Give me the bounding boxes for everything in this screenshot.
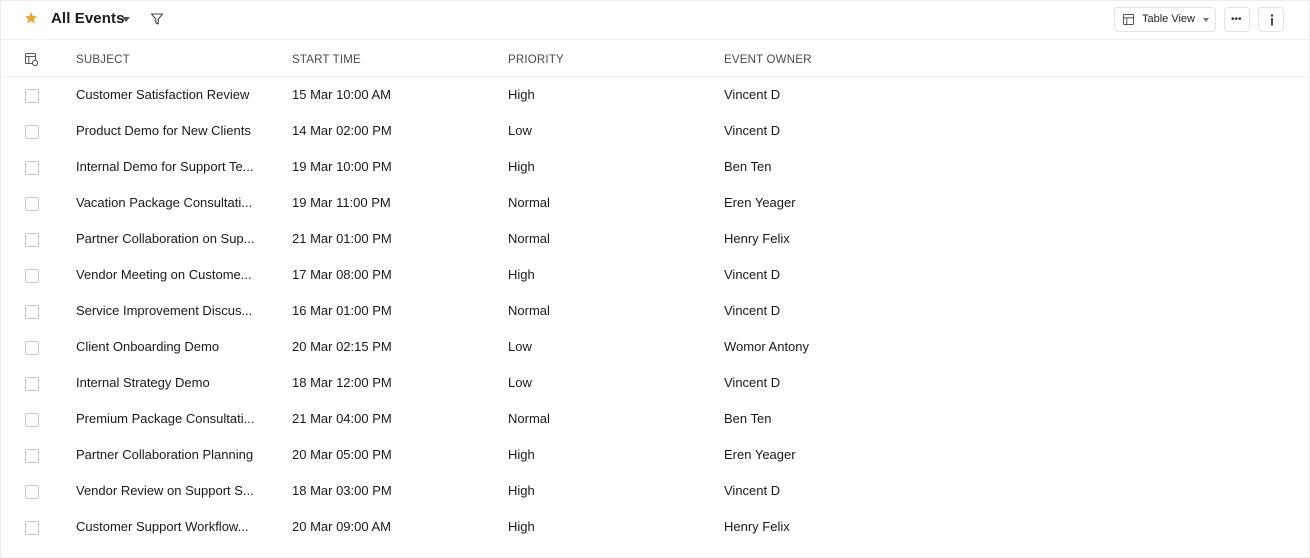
- row-checkbox[interactable]: [25, 125, 39, 139]
- table-row[interactable]: [0, 77, 1310, 113]
- table-row[interactable]: [0, 221, 1310, 257]
- row-checkbox[interactable]: [25, 449, 39, 463]
- info-icon: [1270, 14, 1274, 26]
- column-header-subject[interactable]: SUBJECT: [76, 54, 130, 66]
- cell-start-time: 20 Mar 05:00 PM: [292, 447, 392, 462]
- cell-priority: Normal: [508, 303, 550, 318]
- row-checkbox[interactable]: [25, 161, 39, 175]
- cell-priority: High: [508, 447, 535, 462]
- toolbar: [0, 0, 1310, 40]
- cell-priority: Low: [508, 123, 532, 138]
- table-row[interactable]: [0, 113, 1310, 149]
- cell-start-time: 21 Mar 04:00 PM: [292, 411, 392, 426]
- cell-start-time: 20 Mar 02:15 PM: [292, 339, 392, 354]
- info-button[interactable]: [1258, 7, 1284, 32]
- cell-subject[interactable]: Vacation Package Consultati...: [76, 195, 253, 210]
- table-row[interactable]: [0, 473, 1310, 509]
- cell-priority: Normal: [508, 231, 550, 246]
- cell-event-owner: Vincent D: [724, 483, 781, 498]
- cell-event-owner: Henry Felix: [724, 519, 790, 534]
- row-checkbox[interactable]: [25, 377, 39, 391]
- cell-event-owner: Vincent D: [724, 375, 781, 390]
- cell-subject[interactable]: Client Onboarding Demo: [76, 339, 220, 354]
- more-dots-icon: •••: [1231, 14, 1242, 25]
- cell-start-time: 19 Mar 10:00 PM: [292, 159, 392, 174]
- table-row[interactable]: [0, 401, 1310, 437]
- cell-priority: High: [508, 519, 535, 534]
- row-checkbox[interactable]: [25, 305, 39, 319]
- chevron-down-icon[interactable]: [122, 17, 130, 22]
- cell-start-time: 18 Mar 03:00 PM: [292, 483, 392, 498]
- table-row[interactable]: [0, 509, 1310, 545]
- cell-subject[interactable]: Vendor Meeting on Custome...: [76, 267, 252, 282]
- row-checkbox[interactable]: [25, 197, 39, 211]
- cell-start-time: 20 Mar 09:00 AM: [292, 519, 391, 534]
- row-checkbox[interactable]: [25, 233, 39, 247]
- table-row[interactable]: [0, 437, 1310, 473]
- cell-event-owner: Womor Antony: [724, 339, 810, 354]
- filter-icon[interactable]: [150, 12, 164, 26]
- cell-event-owner: Vincent D: [724, 87, 781, 102]
- cell-subject[interactable]: Premium Package Consultati...: [76, 411, 255, 426]
- cell-event-owner: Eren Yeager: [724, 447, 796, 462]
- table-icon: [1123, 14, 1134, 25]
- cell-subject[interactable]: Internal Demo for Support Te...: [76, 159, 254, 174]
- chevron-down-icon: [1203, 18, 1209, 22]
- cell-event-owner: Vincent D: [724, 123, 781, 138]
- table-row[interactable]: [0, 185, 1310, 221]
- cell-subject[interactable]: Vendor Review on Support S...: [76, 483, 254, 498]
- cell-priority: High: [508, 483, 535, 498]
- cell-subject[interactable]: Product Demo for New Clients: [76, 123, 251, 138]
- column-settings-icon[interactable]: [25, 53, 38, 66]
- table-row[interactable]: [0, 257, 1310, 293]
- table-body: [0, 77, 1310, 545]
- cell-event-owner: Eren Yeager: [724, 195, 796, 210]
- row-checkbox[interactable]: [25, 89, 39, 103]
- row-checkbox[interactable]: [25, 341, 39, 355]
- cell-start-time: 21 Mar 01:00 PM: [292, 231, 392, 246]
- cell-start-time: 14 Mar 02:00 PM: [292, 123, 392, 138]
- cell-priority: Normal: [508, 411, 550, 426]
- cell-event-owner: Vincent D: [724, 267, 781, 282]
- cell-event-owner: Vincent D: [724, 303, 781, 318]
- cell-start-time: 15 Mar 10:00 AM: [292, 87, 391, 102]
- cell-priority: High: [508, 159, 535, 174]
- table-row[interactable]: [0, 365, 1310, 401]
- cell-priority: High: [508, 267, 535, 282]
- table-row[interactable]: [0, 329, 1310, 365]
- cell-subject[interactable]: Partner Collaboration on Sup...: [76, 231, 255, 246]
- table-row[interactable]: [0, 149, 1310, 185]
- cell-priority: Low: [508, 339, 532, 354]
- cell-event-owner: Ben Ten: [724, 159, 772, 174]
- table-header: [0, 41, 1310, 77]
- cell-subject[interactable]: Service Improvement Discus...: [76, 303, 253, 318]
- row-checkbox[interactable]: [25, 521, 39, 535]
- cell-start-time: 19 Mar 11:00 PM: [292, 195, 391, 210]
- view-title[interactable]: All Events: [51, 10, 125, 27]
- cell-priority: Normal: [508, 195, 550, 210]
- table-view-label: Table View: [1142, 13, 1195, 25]
- column-header-event-owner[interactable]: EVENT OWNER: [724, 54, 812, 66]
- cell-subject[interactable]: Internal Strategy Demo: [76, 375, 210, 390]
- row-checkbox[interactable]: [25, 413, 39, 427]
- cell-subject[interactable]: Customer Support Workflow...: [76, 519, 249, 534]
- star-icon[interactable]: [24, 11, 38, 25]
- cell-event-owner: Ben Ten: [724, 411, 772, 426]
- cell-start-time: 18 Mar 12:00 PM: [292, 375, 392, 390]
- row-checkbox[interactable]: [25, 485, 39, 499]
- cell-start-time: 16 Mar 01:00 PM: [292, 303, 392, 318]
- column-header-priority[interactable]: PRIORITY: [508, 54, 564, 66]
- cell-event-owner: Henry Felix: [724, 231, 790, 246]
- column-header-start-time[interactable]: START TIME: [292, 54, 361, 66]
- cell-priority: High: [508, 87, 535, 102]
- table-view-button[interactable]: [1114, 7, 1216, 32]
- more-options-button[interactable]: [1224, 7, 1250, 32]
- cell-subject[interactable]: Customer Satisfaction Review: [76, 87, 250, 102]
- row-checkbox[interactable]: [25, 269, 39, 283]
- cell-start-time: 17 Mar 08:00 PM: [292, 267, 392, 282]
- cell-subject[interactable]: Partner Collaboration Planning: [76, 447, 254, 462]
- table-row[interactable]: [0, 293, 1310, 329]
- cell-priority: Low: [508, 375, 532, 390]
